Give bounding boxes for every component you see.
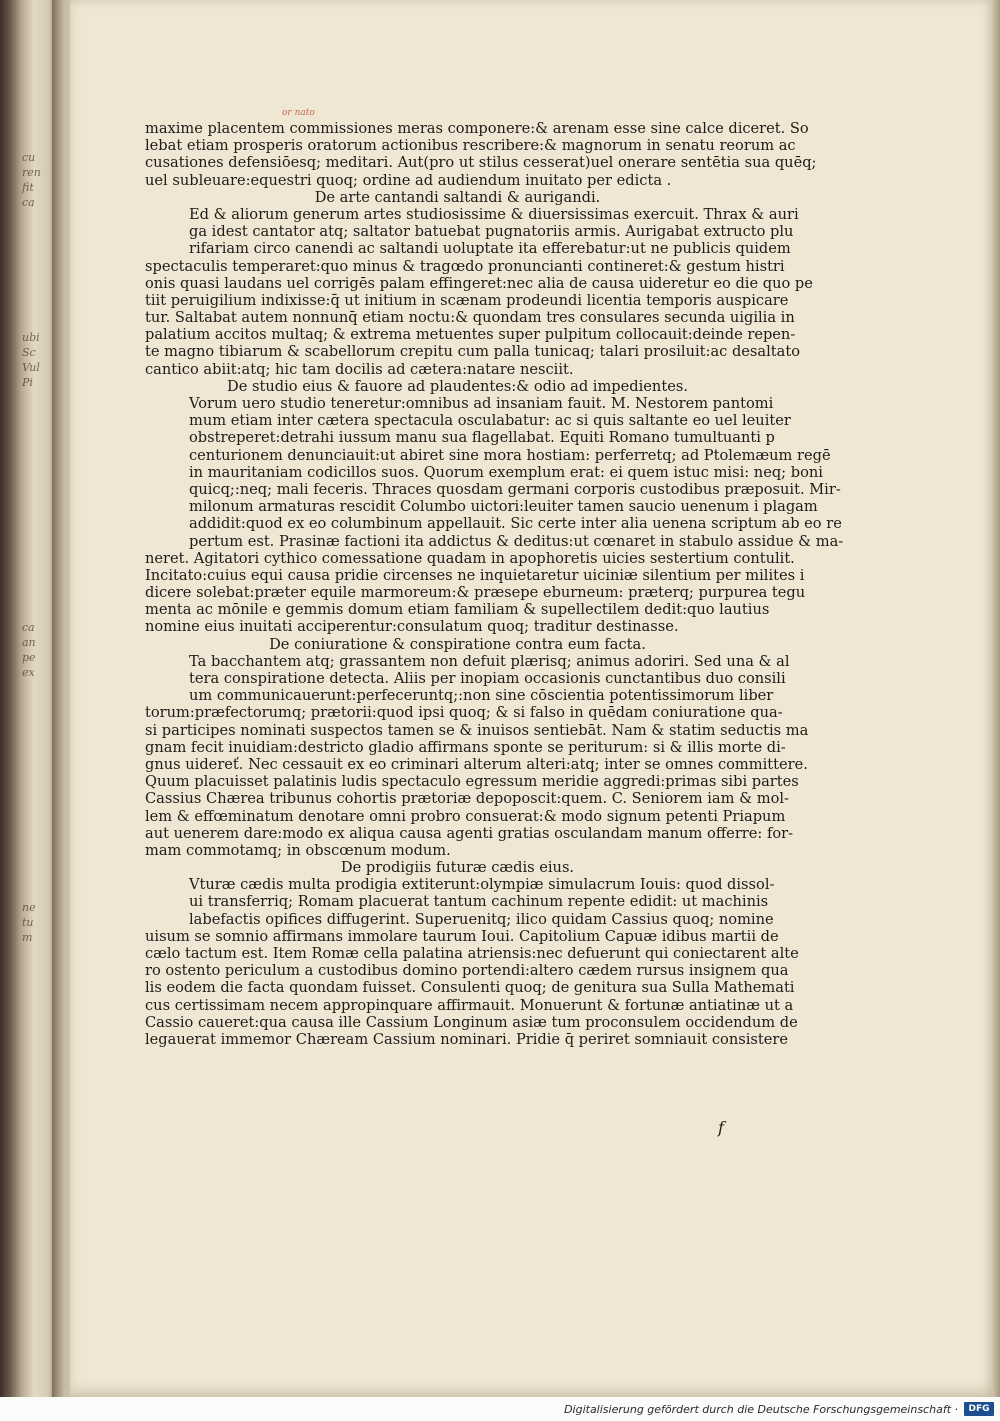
text-line: te magno tibiarum & scabellorum crepitu cum palla tunicaq; talari prosiluit:ac desaltato: [145, 343, 801, 361]
text-line: aut uenerem dare:modo ex aliqua causa agenti gratias osculandam manum offerre: for-: [145, 824, 794, 842]
section-heading: De coniuratione & conspiratione contra eum facta.: [269, 635, 646, 653]
text-line: cus certissimam necem appropinquare affirmauit. Monuerunt & fortunæ antiatinæ ut a: [145, 996, 794, 1014]
text-line: palatium accitos multaq; & extrema metuentes super pulpitum collocauit:deinde repen-: [145, 326, 796, 344]
text-line: pertum est. Prasinæ factioni ita addictus & deditus:ut cœnaret in stabulo assidue & ma-: [189, 532, 844, 550]
text-line: ga idest cantator atq; saltator batuebat pugnatoriis armis. Aurigabat extructo plu: [189, 223, 794, 241]
text-line: Vturæ cædis multa prodigia extiterunt:olympiæ simulacrum Iouis: quod dissol-: [189, 876, 775, 894]
text-line: milonum armaturas rescidit Columbo uictori:leuiter tamen saucio uenenum i plagam: [189, 498, 818, 516]
text-line: cantico abiit:atq; hic tam docilis ad cætera:natare nesciit.: [145, 360, 574, 378]
funding-credit: Digitalisierung gefördert durch die Deutsche Forschungsgemeinschaft ·: [564, 1402, 958, 1416]
text-line: lebat etiam prosperis oratorum actionibus rescribere:& magnorum in senatu reorum ac: [145, 137, 796, 155]
text-line: Ed & aliorum generum artes studiosissime & diuersissimas exercuit. Thrax & auri: [189, 205, 799, 223]
text-line: tur. Saltabat autem nonnunq̄ etiam noctu:& quondam tres consulares secunda uigilia in: [145, 309, 795, 327]
section-heading: De arte cantandi saltandi & aurigandi.: [314, 188, 601, 206]
text-line: legauerat immemor Chæream Cassium nominari. Pridie q̄ periret somniauit consistere: [145, 1030, 788, 1048]
text-line: Cassio caueret:qua causa ille Cassium Longinum asiæ tum proconsulem occidendum de: [145, 1013, 798, 1031]
text-line: obstreperet:detrahi iussum manu sua flagellabat. Equiti Romano tumultuanti p: [189, 429, 775, 447]
text-line: uel subleuare:equestri quoq; ordine ad audiendum inuitato per edicta .: [145, 171, 672, 189]
page-text-block: [145, 120, 844, 1048]
text-line: dicere solebat:præter equile marmoreum:& præsepe eburneum: præterq; purpurea tegu: [145, 584, 806, 602]
left-page-fragment: ne tu m: [22, 901, 36, 944]
footer-bar: [0, 1397, 1000, 1421]
text-line: nomine eius inuitati acciperentur:consulatum quoq; traditur destinasse.: [145, 618, 679, 636]
signature-mark: f: [718, 1118, 724, 1137]
text-line: ro ostento periculum a custodibus domino portendi:altero cædem rursus insignem qua: [145, 962, 789, 980]
text-line: Vorum uero studio teneretur:omnibus ad insaniam fauit. M. Nestorem pantomi: [189, 395, 774, 412]
text-line: onis quasi laudans uel corrigēs palam effingeret:nec alia de causa uideretur eo die quo pe: [145, 274, 813, 292]
text-line: menta ac mōnile e gemmis domum etiam familiam & supellectilem dedit:quo lautius: [145, 601, 770, 619]
text-line: lis eodem die facta quondam fuisset. Consulenti quoq; de genitura sua Sulla Mathemati: [145, 979, 795, 997]
left-page-fragment: cu ren fit ca: [22, 151, 41, 209]
text-line: cælo tactum est. Item Romæ cella palatina atriensis:nec defuerunt qui coniectarent alte: [145, 945, 799, 962]
section-heading: De studio eius & fauore ad plaudentes:& odio ad impedientes.: [227, 377, 688, 395]
page-edge-shadow: [992, 0, 1000, 1397]
text-line: si participes nominati suspectos tamen se & inuisos sentiebāt. Nam & statim seductis ma: [145, 721, 809, 739]
text-line: gnam fecit inuidiam:destricto gladio affirmans sponte se periturum: si & illis morte di-: [145, 738, 786, 756]
handwritten-annotation: or nato: [282, 108, 315, 118]
text-line: mum etiam inter cætera spectacula osculabatur: ac si quis saltante eo uel leuiter: [189, 412, 791, 430]
dfg-logo-icon: DFG: [964, 1402, 994, 1416]
text-line: mam commotamq; in obscœnum modum.: [145, 841, 451, 859]
section-heading: De prodigiis futuræ cædis eius.: [340, 859, 575, 877]
text-line: ui transferriq; Romam placuerat tantum cachinum repente edidit: ut machinis: [189, 893, 769, 911]
text-line: rifariam circo canendi ac saltandi uoluptate ita efferebatur:ut ne publicis quidem: [189, 240, 791, 258]
text-line: labefactis opifices diffugerint. Superuenitq; ilico quidam Cassius quoq; nomine: [189, 910, 774, 928]
left-page-fragment: ubi Sc Vul Pi: [22, 331, 40, 389]
text-line: Quum placuisset palatinis ludis spectaculo egressum meridie aggredi:primas sibi partes: [145, 773, 799, 791]
text-line: gnus uidereť. Nec cessauit ex eo criminari alterum alteri:atq; inter se omnes committere.: [145, 755, 808, 773]
text-line: neret. Agitatori cythico comessatione quadam in apophoretis uicies sestertium contulit.: [145, 549, 795, 567]
text-line: Ta bacchantem atq; grassantem non defuit plærisq; animus adoriri. Sed una & al: [189, 652, 790, 670]
text-line: tera conspiratione detecta. Aliis per inopiam occasionis cunctantibus duo consili: [189, 670, 786, 687]
text-line: in mauritaniam codicillos suos. Quorum exemplum erat: ei quem istuc misi: neq; boni: [189, 463, 823, 481]
text-line: centurionem denunciauit:ut abiret sine mora hostiam: perferretq; ad Ptolemæum regē: [189, 446, 831, 464]
text-line: tiit peruigilium indixisse:q̄ ut initium in scænam prodeundi licentia temporis auspicare: [145, 291, 789, 309]
left-page-edge: [0, 0, 60, 1397]
text-line: addidit:quod ex eo columbinum appellauit. Sic certe inter alia uenena scriptum ab eo re: [189, 515, 842, 533]
text-line: um communicauerunt:perfeceruntq;:non sine cōscientia potentissimorum liber: [189, 687, 774, 705]
text-line: torum:præfectorumq; prætorii:quod ipsi quoq; & si falso in quēdam coniuratione qua-: [145, 704, 783, 722]
text-line: spectaculis temperaret:quo minus & tragœdo pronuncianti contineret:& gestum histri: [145, 257, 785, 275]
text-line: Incitato:cuius equi causa pridie circenses ne inquietaretur uiciniæ silentium per milites i: [145, 566, 805, 584]
text-line: uisum se somnio affirmans immolare taurum Ioui. Capitolium Capuæ idibus martii de: [145, 927, 779, 945]
left-page-fragment: ca an pe ex: [22, 621, 36, 679]
text-line: lem & effœminatum denotare omni probro consuerat:& modo signum petenti Priapum: [145, 807, 786, 825]
text-line: quicq;:neq; mali feceris. Thraces quosdam germani corporis custodibus præposuit. Mir-: [189, 480, 841, 498]
text-line: Cassius Chærea tribunus cohortis prætoriæ depoposcit:quem. C. Seniorem iam & mol-: [145, 790, 789, 808]
text-line: maxime placentem commissiones meras componere:& arenam esse sine calce diceret. So: [145, 120, 809, 137]
text-line: cusationes defensiōesq; meditari. Aut(pro ut stilus cesserat)uel onerare sentētia sua quēq;: [145, 154, 817, 172]
